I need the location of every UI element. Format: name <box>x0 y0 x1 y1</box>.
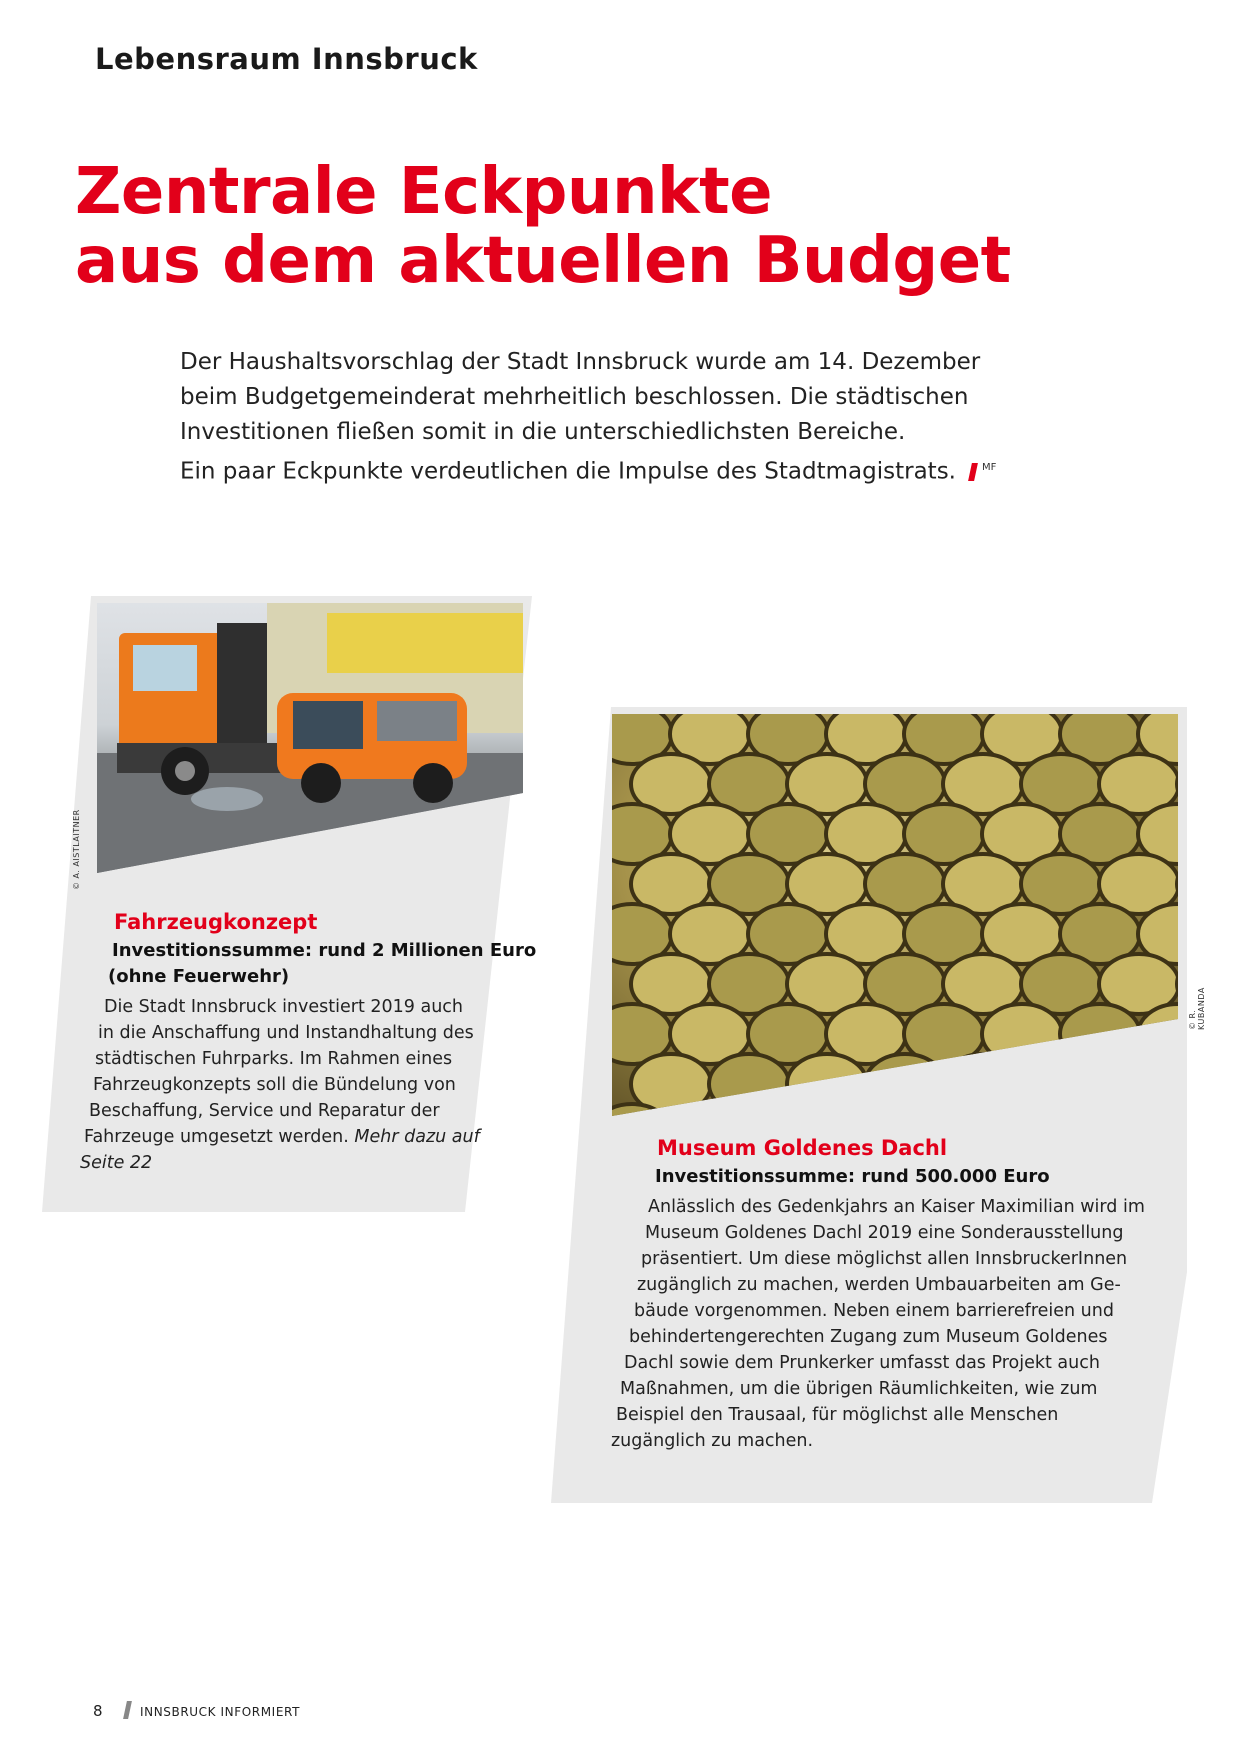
vehicle-body-line: städtischen Fuhrparks. Im Rahmen eines <box>95 1049 453 1069</box>
museum-body-line: Maßnahmen, um die übrigen Räumlichkeiten, wie zum <box>620 1379 1098 1399</box>
slash-mark-icon <box>123 1701 132 1719</box>
photo-credit: © A. AISTLAITNER <box>72 809 81 890</box>
vehicle-body-line: Die Stadt Innsbruck investiert 2019 auch <box>104 997 463 1017</box>
more-link[interactable]: Mehr dazu auf <box>354 1127 480 1147</box>
vehicle-body-line <box>84 1127 480 1147</box>
page-number: 8 <box>93 1702 103 1720</box>
museum-body-line: präsentiert. Um diese möglichst allen InnsbruckerInnen <box>641 1249 1128 1269</box>
museum-body-line: zugänglich zu machen, werden Umbauarbeiten am Ge- <box>637 1275 1121 1295</box>
vehicle-investment-note: (ohne Feuerwehr) <box>108 966 290 987</box>
intro-line: Investitionen fließen somit in die unterschiedlichsten Bereiche. <box>180 419 906 445</box>
vehicle-body-line: Beschaffung, Service und Reparatur der <box>89 1101 440 1121</box>
slash-mark-icon <box>968 463 978 481</box>
vehicle-body-text: Fahrzeuge umgesetzt werden. <box>84 1127 349 1147</box>
museum-body-line: Dachl sowie dem Prunkerker umfasst das Projekt auch <box>624 1353 1100 1373</box>
intro-paragraph <box>180 345 1060 490</box>
vehicle-investment-sum: Investitionssumme: rund 2 Millionen Euro <box>112 940 537 961</box>
museum-heading: Museum Goldenes Dachl <box>657 1136 948 1160</box>
vehicle-body-line: in die Anschaffung und Instandhaltung des <box>98 1023 474 1043</box>
vehicle-body-line: Fahrzeugkonzepts soll die Bündelung von <box>93 1075 456 1095</box>
vehicle-heading: Fahrzeugkonzept <box>114 910 318 934</box>
title-line-1: Zentrale Eckpunkte <box>75 155 773 229</box>
intro-line: beim Budgetgemeinderat mehrheitlich beschlossen. Die städtischen <box>180 384 969 410</box>
museum-body-line: Museum Goldenes Dachl 2019 eine Sonderausstellung <box>645 1223 1124 1243</box>
museum-investment-sum: Investitionssumme: rund 500.000 Euro <box>655 1166 1050 1187</box>
author-initials: MF <box>982 462 997 473</box>
page-title <box>75 155 1175 299</box>
museum-body-line: zugänglich zu machen. <box>611 1431 814 1451</box>
museum-body-line: Anlässlich des Gedenkjahrs an Kaiser Maximilian wird im <box>648 1197 1145 1217</box>
intro-line: Der Haushaltsvorschlag der Stadt Innsbruck wurde am 14. Dezember <box>180 349 981 375</box>
photo-credit: © R. KUBANDA <box>1188 987 1206 1030</box>
title-line-2: aus dem aktuellen Budget <box>75 224 1011 299</box>
vehicle-body-line <box>80 1153 152 1173</box>
section-label: Lebensraum Innsbruck <box>95 42 478 76</box>
publication-name: INNSBRUCK INFORMIERT <box>140 1705 300 1719</box>
museum-body-line: Beispiel den Trausaal, für möglichst alle Menschen <box>616 1405 1059 1425</box>
intro-line: Ein paar Eckpunkte verdeutlichen die Impulse des Stadtmagistrats. <box>180 458 956 485</box>
more-link-page[interactable]: Seite 22 <box>80 1153 153 1173</box>
museum-body-line: behindertengerechten Zugang zum Museum Goldenes <box>629 1327 1108 1347</box>
museum-body-line: bäude vorgenommen. Neben einem barrierefreien und <box>634 1301 1114 1321</box>
